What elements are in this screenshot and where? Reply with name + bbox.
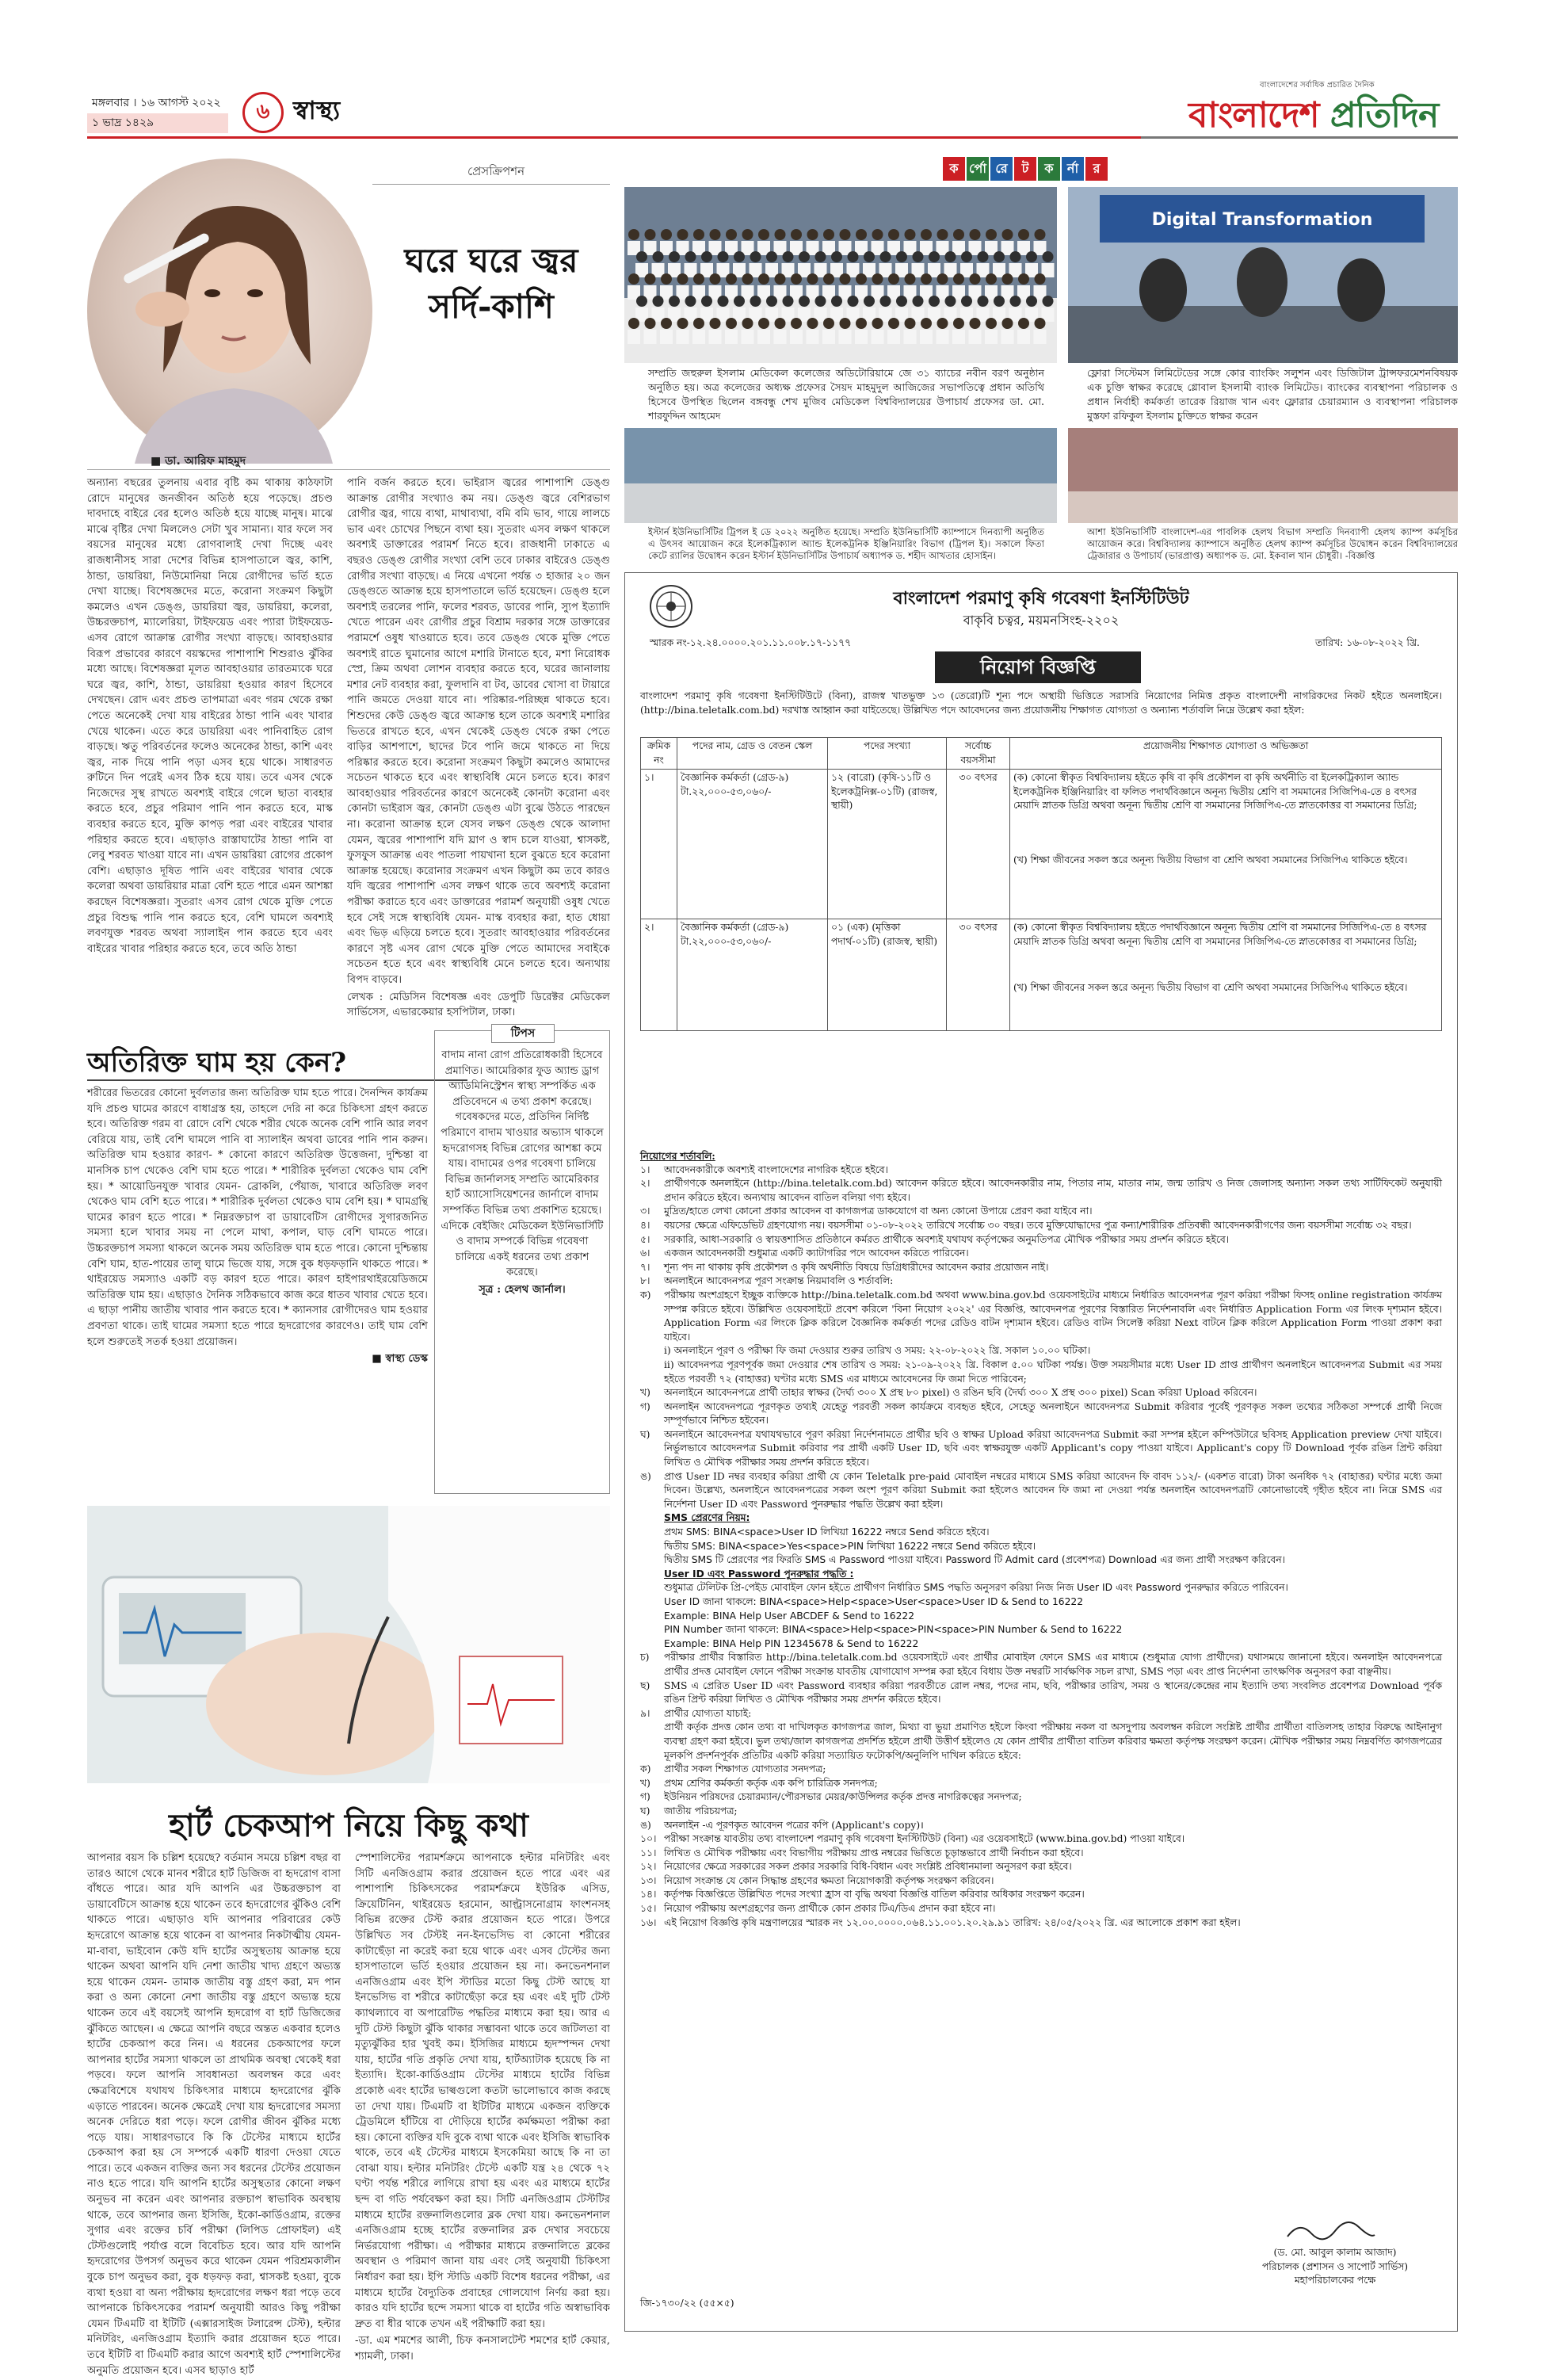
signer-title: পরিচালক (প্রশাসন ও সাপোর্ট সার্ভিস) <box>1261 2260 1409 2272</box>
condition-text: পরীক্ষায় অংশগ্রহণে ইচ্ছুক ব্যক্তিকে http://bina.teletalk.com.bd অথবা www.bina.gov.bd ওয়েবসাইটের মাধ্যমে নির্ধারিত আবেদনপত্র পূরণ করিয়া পরীক্ষা ফিসহ online registration কার্যক্রম সম্পন্ন করিতে হইবে। উল্লিখিত ওয়েবসাইটে প্রবেশ করিলে 'বিনা নিয়োগ ২০২২' এর বিজ্ঞপ্তি, আবেদনপত্র পূরণের বিস্তারিত নির্দেশনাবলি এবং নির্ধারিত Application Form এর লিংক দৃশ্যমান হইবে। Application Form এর লিংকে ক্লিক করিলে বৈজ্ঞানিক কর্মকর্তা পদের রেডিও বাটন দৃশ্যমান হইবে। রেডিও বাটন সিলেক্ট করিয়া Next বাটনে ক্লিক করিলে Application Form পাওয়া প্রকাশ করা যাইবে। <box>664 1289 1442 1343</box>
col-post: পদের নাম, গ্রেড ও বেতন স্কেল <box>677 738 828 770</box>
corporate-title-letter: ট <box>1014 157 1036 181</box>
sweat-headline: অতিরিক্ত ঘাম হয় কেন? <box>87 1047 347 1079</box>
condition-text: অনলাইনে আবেদনপত্র পূরণ সংক্রান্ত নিয়মাবলি ও শর্তাবলি: <box>664 1275 894 1287</box>
masthead-rule-right <box>1141 136 1458 139</box>
condition-item <box>640 1847 1442 1861</box>
corp-photo-1 <box>624 187 1057 363</box>
day-date: মঙ্গলবার । ১৬ আগস্ট ২০২২ <box>92 97 221 109</box>
corporate-title-letter: র্না <box>1062 157 1084 181</box>
condition-item <box>640 1819 1442 1833</box>
condition-number: ১৫। <box>640 1903 657 1915</box>
condition-text: প্রার্থীর যোগ্যতা যাচাই: <box>664 1707 752 1719</box>
condition-item <box>640 1274 1442 1289</box>
condition-item <box>640 1888 1442 1902</box>
condition-text: সরকারি, আধা-সরকারি ও স্বায়ত্তশাসিত প্রতিষ্ঠানে কর্মরত প্রার্থীকে অবশ্যই যথাযথ কর্তৃপক্ষের অনুমতিপত্র মৌখিক পরীক্ষার সময় প্রদর্শন করিতে হইবে। <box>664 1233 1230 1245</box>
condition-number: ১২। <box>640 1861 657 1873</box>
corp-caption-4 <box>1087 526 1458 562</box>
corp-caption-4-credit: -বিজ্ঞপ্তি <box>1345 550 1375 561</box>
condition-item <box>640 1261 1442 1275</box>
condition-item <box>640 1916 1442 1931</box>
condition-text: শূন্য পদ না থাকায় কৃষি প্রকৌশল ও কৃষি অর্থনীতি বিষয়ে ডিগ্রিধারীদের আবেদন করার প্রয়োজন নাই। <box>664 1261 1049 1273</box>
ad-code: জি-১৭৩০/২২ (৫৫×৫) <box>640 2298 734 2309</box>
corporate-title-letter: রে <box>990 157 1013 181</box>
signing-photo-icon <box>1068 187 1458 363</box>
notice-intro: বাংলাদেশ পরমাণু কৃষি গবেষণা ইনস্টিটিউটে (বিনা), রাজস্ব খাতভুক্ত ১৩ (তেরো)টি শূন্য পদে অস্থায়ী ভিত্তিতে সরাসরি নিয়োগের নিমিত্ত প্রকৃত বাংলাদেশী নাগরিকদের নিকট হইতে অনলাইনে। (http://bina.teletalk.com.bd) দরখাস্ত আহ্বান করা যাইতেছে। উল্লিখিত পদে আবেদনের জন্য প্রয়োজনীয় শিক্ষাগত যোগ্যতা ও অন্যান্য শর্তাবলি নিম্নে উল্লেখ করা হইল: <box>640 690 1442 716</box>
signer-name: (ড. মো. আবুল কালাম আজাদ) <box>1273 2247 1397 2258</box>
heart-col-1 <box>87 1851 341 2380</box>
sweat-body <box>87 1086 428 1369</box>
condition-number: ১৬। <box>640 1916 657 1928</box>
condition-text: মুদ্রিত/হাতে লেখা কোনো প্রকার আবেদন বা কাগজপত্র ডাকযোগে বা অন্য কোনো উপায়ে প্রেরণ করা যাইবে না। <box>664 1205 1093 1217</box>
condition-number: ঘ) <box>640 1428 650 1440</box>
condition-item <box>640 1177 1442 1205</box>
col-sl: ক্রমিক নং <box>641 738 677 770</box>
condition-number: ঙ) <box>640 1819 651 1831</box>
condition-number: ঙ) <box>640 1470 651 1482</box>
condition-item <box>640 1400 1442 1428</box>
condition-text: ইউনিয়ন পরিষদের চেয়ারম্যান/পৌরসভার মেয়র/কাউন্সিলর কর্তৃক প্রদত্ত নাগরিকত্বের সনদপত্র; <box>664 1791 1022 1803</box>
condition-item <box>640 1289 1442 1344</box>
condition-item <box>640 1679 1442 1707</box>
condition-item <box>640 1874 1442 1889</box>
col-qual: প্রয়োজনীয় শিক্ষাগত যোগ্যতা ও অভিজ্ঞতা <box>1010 738 1442 770</box>
corp-photo-4 <box>1068 428 1458 523</box>
condition-text: অনলাইনে আবেদনপত্রে প্রার্থী তাহার স্বাক্ষর (দৈর্ঘ্য ৩০০ X প্রস্থ ৮০ pixel) ও রঙিন ছবি (দৈর্ঘ্য ৩০০ X প্রস্থ ৩০০ pixel) Scan করিয়া Upload করিবেন। <box>664 1387 1257 1399</box>
instruction-line: শুধুমাত্র টেলিটক প্রি-পেইড মোবাইল ফোন হইতে প্রার্থীগণ নির্ধারিত SMS পদ্ধতি অনুসরণ করিয়া নিজ নিজ User ID এবং Password পুনরুদ্ধার করিতে পারিবেন। <box>664 1582 1288 1594</box>
feature-col-1 <box>87 476 333 958</box>
condition-number: ছ) <box>640 1679 650 1691</box>
condition-number: ৭। <box>640 1261 650 1273</box>
condition-text: বয়সের ক্ষেত্রে এফিডেভিট গ্রহণযোগ্য নয়। বয়সসীমা ০১-০৮-২০২২ তারিখে সর্বোচ্চ ৩০ বছর। তবে মুক্তিযোদ্ধাদের পুত্র কন্যা/শারীরিক প্রতিবন্ধী আবেদনকারীগণের জন্য বয়সসীমা সর্বোচ্চ ৩২ বছর। <box>664 1219 1412 1231</box>
col-count: পদের সংখ্যা <box>828 738 947 770</box>
author-rule <box>87 469 610 470</box>
condition-number <box>640 1358 664 1386</box>
condition-text: নিয়োগের ক্ষেত্রে সরকারের সকল প্রকার সরকারি বিধি-বিধান এবং সংশ্লিষ্ট প্রবিধানমালা অনুসরণ করা হইবে। <box>664 1861 1072 1873</box>
condition-number: গ) <box>640 1791 650 1803</box>
instruction-line: প্রথম SMS: BINA<space>User ID লিখিয়া 16222 নম্বরে Send করিতে হইবে। <box>664 1526 990 1538</box>
sick-woman-photo <box>87 159 372 464</box>
condition-number: ৫। <box>640 1233 650 1245</box>
condition-text: প্রার্থীগণকে অনলাইনে (http://bina.teletalk.com.bd) আবেদন করিতে হইবে। আবেদনকারীর নাম, পিতার নাম, মাতার নাম, জন্ম তারিখ ও নিজ জেলাসহ অন্যান্য সকল তথ্য সার্টিফিকেট অনুযায়ী প্রদান করিতে হইবে। অন্যথায় আবেদন বাতিল বলিয়া গণ্য হইবে। <box>664 1178 1442 1203</box>
tips-source: সূত্র : হেলথ জার্নাল। <box>479 1283 566 1296</box>
heart-col-1-text: আপনার বয়স কি চল্লিশ হয়েছে? বর্তমান সময়ে চল্লিশ বছর বা তারও আগে থেকে মানব শরীরে হার্ট ডিজিজ বা হৃদরোগ বাসা বাঁধতে পারে। আর যদি আপনি এর উচ্চরক্তচাপ বা ডায়াবেটিসে আক্রান্ত হয়ে থাকেন তবে হৃদরোগের ঝুঁকিও বেশি থাকতে পারে। এছাড়াও যদি আপনার পরিবারের কেউ হৃদরোগে আক্রান্ত হয়ে থাকেন বা আপনার নিকটাত্মীয় যেমন- মা-বাবা, ভাইবোন কেউ যদি হার্টের অসুস্থতায় আক্রান্ত হয়ে থাকেন অথবা আপনি যদি নেশা জাতীয় খাদ্য গ্রহণে অভ্যস্ত হয়ে থাকেন যেমন- তামাক জাতীয় বস্তু গ্রহণ করা, মদ পান করা ও অন্য কোনো নেশা জাতীয় বস্তু গ্রহণে অভ্যস্ত হয়ে থাকেন তবে এই বয়সেই আপনি হৃদরোগ বা হার্ট ডিজিজের ঝুঁকিতে আছেন। এ ক্ষেত্রে আপনি বছরে অন্তত একবার হলেও হার্টের চেকআপ করে নিন। এ ধরনের চেকআপের ফলে আপনার হার্টের সমস্যা থাকলে তা প্রাথমিক অবস্থা থেকেই ধরা পড়বে। ফলে আপনি সাবধানতা অবলম্বন করে এবং ক্ষেত্রবিশেষে যথাযথ চিকিৎসার মাধ্যমে হৃদরোগের ঝুঁকি এড়াতে পারবেন। অনেক ক্ষেত্রেই দেখা যায় হৃদরোগের সমস্যা অনেক দেরিতে ধরা পড়ে। ফলে রোগীর জীবন ঝুঁকির মধ্যে পড়ে যায়। সাধারণভাবে কি কি টেস্টের মাধ্যমে হার্টের চেকআপ করা হয় সে সম্পর্কে একটি ধারণা দেওয়া যেতে পারে। তবে একজন ব্যক্তির জন্য সব ধরনের টেস্টের প্রয়োজন নাও হতে পারে। যদি আপনি হার্টের অসুস্থতার কোনো লক্ষণ অনুভব না করেন এবং আপনার রক্তচাপ স্বাভাবিক অবস্থায় থাকে, তবে আপনার জন্য ইসিজি, ইকো-কার্ডিওগ্রাম, রক্তের সুগার এবং রক্তের চর্বি পরীক্ষা (লিপিড প্রোফাইল) এই টেস্টগুলোই পর্যাপ্ত বলে বিবেচিত হবে। আর যদি আপনি হৃদরোগের উপসর্গ অনুভব করে থাকেন যেমন পরিশ্রমকালীন বুকে চাপ অনুভব করা, বুক ধড়ফড় করা, শ্বাসকষ্ট হওয়া, বুকে ব্যথা হওয়া বা অন্য পরীক্ষায় হৃদরোগের লক্ষণ ধরা পড়ে তবে আপনাকে চিকিৎসকের পরামর্শ অনুযায়ী আরও কিছু পরীক্ষা যেমন টিএমটি বা ইটিটি (এক্সারসাইজ টলারেন্স টেস্ট), হল্টার মনিটরিং, এনজিওগ্রাম ইত্যাদি করার প্রয়োজন হতে পারে। তবে ইটিটি বা টিএমটি করার আগে অবশ্যই হার্ট স্পেশালিস্টের অনুমতি প্রয়োজন হবে। এসব ছাড়াও হার্ট <box>87 1852 341 2377</box>
heart-headline: হার্ট চেকআপ নিয়ে কিছু কথা <box>169 1807 528 1844</box>
corp-caption-2: ফ্লোরা সিস্টেমস লিমিটেডের সঙ্গে কোর ব্যাংকিং সলুশন এবং ডিজিটাল ট্রান্সফরমেশনবিষয়ক এক চুক্তি স্বাক্ষর করেছে গ্লোবাল ইসলামী ব্যাংক লিমিটেড। ব্যাংকের ব্যবস্থাপনা পরিচালক ও প্রধান নির্বাহী কর্মকর্তা তারেক রিয়াজ খান এবং ফ্লোরার চেয়ারম্যান ও ব্যবস্থাপনা পরিচালক মুস্তফা রফিকুল ইসলাম চুক্তিতে স্বাক্ষর করেন <box>1087 367 1458 422</box>
condition-text: অনলাইন আবেদনপত্রে পূরণকৃত তথ্যই যেহেতু পরবর্তী সকল কার্যক্রমে ব্যবহৃত হইবে, সেহেতু অনলাইনে আবেদনপত্র Submit করিবার পূর্বেই পূরণকৃত সকল তথ্যের সঠিকতা সম্পর্কে প্রার্থী নিজে সম্পূর্ণভাবে নিশ্চিত হইবেন। <box>664 1400 1442 1427</box>
row-post: বৈজ্ঞানিক কর্মকর্তা (গ্রেড-৯) টা.২২,০০০-৫৩,০৬০/- <box>677 770 828 919</box>
row-qual-kha: (খ) শিক্ষা জীবনের সকল স্তরে অনূন্য দ্বিতীয় বিভাগ বা শ্রেণি অথবা সমমানের সিজিপিএ থাকিতে হইবে। <box>1013 982 1408 994</box>
row-age: ৩০ বৎসর <box>947 919 1010 1031</box>
sick-woman-illustration <box>87 159 372 464</box>
instruction-line: Example: BINA Help User ABCDEF & Send to 16222 <box>664 1610 915 1622</box>
logo-part-2: প্রতিদিন <box>1329 95 1439 136</box>
condition-text: প্রার্থী কর্তৃক প্রদত্ত কোন তথ্য বা দাখিলকৃত কাগজপত্র জাল, মিথ্যা বা ভুয়া প্রমাণিত হইলে কিংবা পরীক্ষায় নকল বা অসদুপায় অবলম্বন করিলে সংশ্লিষ্ট প্রার্থীর প্রার্থীতা বাতিলসহ তাহার বিরুদ্ধে আইনানুগ ব্যবস্থা গ্রহণ করা হইবে। ভুল তথ্য/জাল কাগজপত্র প্রদর্শিত হইলে প্রার্থী উত্তীর্ণ হইলেও যে কোন প্রার্থীর প্রার্থীতা বাতিল করিবার ক্ষমতা কর্তৃপক্ষ সংরক্ষণ করেন। মৌখিক পরীক্ষার সময় নিম্নবর্ণিত কাগজপত্রের মূলকপি প্রদর্শনপূর্বক প্রতিটির একটি করিয়া সত্যায়িত ফটোকপি/অনুলিপি দাখিল করিতে হইবে: <box>664 1721 1442 1761</box>
condition-number: ৪। <box>640 1219 650 1231</box>
condition-text: নিয়োগ সংক্রান্ত যে কোন সিদ্ধান্ত গ্রহণের ক্ষমতা নিয়োগকারী কর্তৃপক্ষ সংরক্ষণ করিবেন। <box>664 1874 994 1886</box>
condition-text: SMS এ প্রেরিত User ID এবং Password ব্যবহার করিয়া পরবর্তীতে রোল নম্বর, পদের নাম, ছবি, পরীক্ষার তারিখ, সময় ও স্থানের/কেন্দ্রের নাম ইত্যাদি তথ্য সংবলিত প্রবেশপত্র Download পূর্বক রঙিন প্রিন্ট করিয়া লিখিত ও মৌখিক পরীক্ষার সময় প্রদর্শন করিতে হইবে। <box>664 1679 1442 1706</box>
row-sl: ২। <box>641 919 677 1031</box>
row-qual-ka: (ক) কোনো স্বীকৃত বিশ্ববিদ্যালয় হইতে পদার্থবিজ্ঞানে অনূন্য দ্বিতীয় শ্রেণি বা সমমানের সিজিপিএ-তে ৪ বৎসর মেয়াদি স্নাতক ডিগ্রি অথবা অনূন্য দ্বিতীয় শ্রেণি বা সমমানের সিজিপিএ-তে স্নাতকোত্তর বা সমমানের ডিগ্রি; <box>1013 922 1427 947</box>
condition-text: পরীক্ষার প্রার্থীর বিস্তারিত http://bina.teletalk.com.bd ওয়েবসাইটে এবং প্রার্থীর মোবাইল ফোনে SMS এর মাধ্যমে (শুধুমাত্র যোগ্য প্রার্থীদের) যথাসময়ে জানানো হইবে। অনলাইন আবেদনপত্রে প্রার্থীর প্রদত্ত মোবাইল ফোনে পরীক্ষা সংক্রান্ত যাবতীয় যোগাযোগ সম্পন্ন করা হইবে বিধায় উক্ত নম্বরটি সার্বক্ষণিক সচল রাখা, SMS পড়া এবং প্রাপ্ত নির্দেশনা তাৎক্ষণিক অনুসরণ করা বাঞ্ছনীয়। <box>664 1652 1442 1677</box>
condition-number: ১। <box>640 1163 650 1175</box>
condition-text: কর্তৃপক্ষ বিজ্ঞপ্তিতে উল্লিখিত পদের সংখ্যা হ্রাস বা বৃদ্ধি অথবা বিজ্ঞপ্তি বাতিল করিবার অধিকার সংরক্ষণ করেন। <box>664 1889 1085 1901</box>
group-photo-icon <box>624 187 1057 363</box>
col-age: সর্বোচ্চ বয়সসীমা <box>947 738 1010 770</box>
instruction-line: দ্বিতীয় SMS টি প্রেরণের পর ফিরতি SMS এ Password পাওয়া যাইবে। Password টি Admit card (প্রবেশপত্র) Download এর জন্য প্রার্থী সংরক্ষণ করিবেন। <box>664 1554 1285 1566</box>
condition-number <box>640 1721 664 1763</box>
corporate-title-letter: র <box>1085 157 1108 181</box>
condition-text: অনলাইনে আবেদনপত্র যথাযথভাবে পূরণ করিয়া নির্দেশনামতে প্রার্থীর ছবি ও স্বাক্ষর Upload করিয়া আবেদনপত্র Submit করা সম্পন্ন হইলে কম্পিউটারে ছবিসহ Application preview দেখা যাইবে। নির্ভুলভাবে আবেদনপত্র Submit করিবার পর প্রার্থী একটি User ID, ছবি এবং স্বাক্ষরযুক্ত একটি Applicant's copy পাওয়া যাইবে। Applicant's copy টি Download পূর্বক রঙিন প্রিন্ট করিয়া লিখিত ও মৌখিক পরীক্ষার সময় প্রদর্শন করিতে হইবে। <box>664 1428 1442 1469</box>
condition-item <box>640 1777 1442 1791</box>
recover-list <box>664 1581 1442 1651</box>
corp-caption-4-text: আশা ইউনিভার্সিটি বাংলাদেশ-এর পাবলিক হেলথ বিভাগ সম্প্রতি দিনব্যাপী হেলথ ক্যাম্প কর্মসূচির আয়োজন করে। বিশ্ববিদ্যালয় ক্যাম্পাসে অনুষ্ঠিত হেলথ ক্যাম্প কর্মসূচির উদ্বোধন করেন বিশ্ববিদ্যালয়ের ট্রেজারার ও উপাচার্য (ভারপ্রাপ্ত) অধ্যাপক ড. মো. ইকবাল খান চৌধুরী। <box>1087 526 1458 561</box>
notice-date: তারিখ: ১৬-০৮-২০২২ খ্রি. <box>1315 637 1420 648</box>
condition-text: নিয়োগ পরীক্ষায় অংশগ্রহণের জন্য প্রার্থীকে কোন প্রকার টিএ/ডিএ প্রদান করা হইবে না। <box>664 1903 996 1915</box>
bangla-date: ১ ভাদ্র ১৪২৯ <box>87 113 228 133</box>
date-box <box>87 94 228 133</box>
masthead-rule <box>87 136 1141 139</box>
notice-title-box <box>935 651 1141 683</box>
corporate-title-letter: ক <box>943 157 965 181</box>
conditions-list <box>640 1163 1442 1512</box>
condition-item <box>640 1428 1442 1470</box>
condition-item <box>640 1790 1442 1805</box>
conditions-title: নিয়োগের শর্তাবলি: <box>640 1150 715 1162</box>
feature-label: প্রেসক্রিপশন <box>467 164 525 178</box>
notice-memo: স্মারক নং-১২.২৪.০০০০.২০১.১১.০০৮.১৭-১১৭৭ <box>650 637 852 648</box>
feature-col-2-text: পানি বর্জন করতে হবে। ভাইরাস জ্বরের পাশাপাশি ডেঙ্গু আক্রান্ত রোগীর সংখ্যাও কম নয়। ডেঙ্গু জ্বরে বেশিরভাগ রোগীর জ্বর, গায়ে ব্যথা, মাথাব্যথা, বমি বমি ভাব, গায়ে লালচে ভাব এবং চোখের পিছনে ব্যথা হয়। সুতরাং এসব লক্ষণ থাকলে অবশ্যই ডাক্তারের পরামর্শ নিতে হবে। রাজধানী ঢাকাতে এ বছরও ডেঙ্গু রোগীর সংখ্যা বেশি তবে ঢাকার বাইরেও ডেঙ্গু রোগীর সংখ্যা বাড়ছে। এ নিয়ে এখনো পর্যন্ত ৩ হাজার ২০ জন ডেঙ্গুতে আক্রান্ত হয়ে হাসপাতালে ভর্তি হয়েছেন। ডেঙ্গু হলে অবশ্যই তরলের পানি, ফলের শরবত, ডাবের পানি, স্যুপ ইত্যাদি খেতে পারেন এবং রোগীর প্রচুর বিশ্রাম দরকার সঙ্গে ডাক্তারের পরামর্শে ওষুধ খাওয়াতে হবে। তবে ডেঙ্গু থেকে মুক্তি পেতে অবশ্যই রাতে ঘুমানোর আগে মশারি টানাতে হবে, মশা নিরোধক স্প্রে, ক্রিম অথবা লোশন ব্যবহার করতে হবে, ঘরের জানালায় মশার নেট ব্যবহার করা, ফুলদানি বা টব, ডাবের খোসা বা টায়ারে পানি জমতে দেওয়া যাবে না। পরিষ্কার-পরিচ্ছন্ন থাকতে হবে। শিশুদের কেউ ডেঙ্গু জ্বরে আক্রান্ত হলে তাকে অবশ্যই মশারির ভিতরে রাখতে হবে, এখন থেকেই ডেঙ্গু থেকে রক্ষা পেতে বাড়ির আশপাশে, ছাদের টবে পানি জমে থাকতে না দিয়ে পরিষ্কার করতে হবে। করোনা সংক্রমণ কিছুটা কমলেও আমাদের সচেতন থাকতে হবে এবং স্বাস্থ্যবিধি মেনে চলতে হবে। কারণ আবহাওয়ার পরিবর্তনের কারণে অনেকেই কোনটা করোনা এবং কোনটা ভাইরাস জ্বর, কোনটা ডেঙ্গু এটা বুঝে উঠতে পারছেন না। করোনা আক্রান্ত হলে যেসব লক্ষণ ডেঙ্গু থেকে আলাদা যেমন, জ্বরের পাশাপাশি যদি ঘ্রাণ ও স্বাদ চলে যাওয়া, শ্বাসকষ্ট, ফুসফুস আক্রান্ত এবং পাতলা পায়খানা হলে বুঝতে হবে করোনা আক্রান্ত হয়েছে। করোনার সংক্রমণ এখন কিছুটা কম তবে কারও যদি জ্বরের পাশাপাশি এসব লক্ষণ থাকে তবে অবশ্যই করোনা পরীক্ষা করাতে হবে এবং ডাক্তারের পরামর্শ অনুযায়ী ওষুধ খেতে হবে সেই সঙ্গে স্বাস্থ্যবিধি যেমন- মাস্ক ব্যবহার করা, হাত ধোয়া এবং ভিড় এড়িয়ে চলতে হবে। সুতরাং আবহাওয়ার পরিবর্তনের কারণে সৃষ্ট এসব রোগ থেকে মুক্তি পেতে আমাদের সবাইকে সচেতন হতে হবে এবং স্বাস্থ্যবিধি মেনে চলতে হবে। অন্যথায় বিপদ বাড়বে। <box>347 477 610 986</box>
table-row <box>641 919 1442 1031</box>
condition-item <box>640 1651 1442 1679</box>
condition-text: ii) আবেদনপত্র পূরণপূর্বক জমা দেওয়ার শেষ তারিখ ও সময়: ২১-০৯-২০২২ খ্রি. বিকাল ৫.০০ ঘটিকা পর্যন্ত। উক্ত সময়সীমার মধ্যে User ID প্রাপ্ত প্রার্থীগণ অনলাইনে আবেদনপত্র Submit এর সময় হইতে পরবর্তী ৭২ (বাহাত্তর) ঘণ্টার মধ্যে SMS এর মাধ্যমে আবেদনের ফি জমা দিতে পারিবেন; <box>664 1358 1442 1385</box>
condition-item <box>640 1805 1442 1819</box>
row-qual-ka: (ক) কোনো স্বীকৃত বিশ্ববিদ্যালয় হইতে কৃষি বা কৃষি প্রকৌশল বা কৃষি অর্থনীতি বা ইলেকট্রিক্যাল অ্যান্ড ইলেকট্রনিক ইঞ্জিনিয়ারিং বা ফলিত পদার্থবিজ্ঞানে অনূন্য দ্বিতীয় শ্রেণি বা সমমানের সিজিপিএ-তে ৪ বৎসর মেয়াদি স্নাতক ডিগ্রি অথবা অনূন্য দ্বিতীয় শ্রেণি বা সমমানের সিজিপিএ-তে স্নাতকোত্তর বা সমমানের ডিগ্রি; <box>1013 772 1417 812</box>
condition-item <box>640 1358 1442 1386</box>
condition-number: ২। <box>640 1178 650 1190</box>
heart-checkup-illustration <box>87 1506 610 1783</box>
condition-text: পরীক্ষা সংক্রান্ত যাবতীয় তথ্য বাংলাদেশ পরমাণু কৃষি গবেষণা ইনস্টিটিউট (বিনা) এর ওয়েবসাইটে (www.bina.gov.bd) পাওয়া যাইবে। <box>664 1833 1185 1845</box>
heart-col-2-text: স্পেশালিস্টের পরামর্শক্রমে আপনাকে হল্টার মনিটরিং এবং সিটি এনজিওগ্রাম করার প্রয়োজন হতে পারে এবং এর পাশাপাশি চিকিৎসকের পরামর্শক্রমে ইউরিক এসিড, ক্রিয়েটিনিন, থাইরয়েড হরমোন, আল্ট্রাসনোগ্রাম ফাংশনসহ বিভিন্ন রক্তের টেস্ট করার প্রয়োজন হতে পারে। উপরে উল্লিখিত সব টেস্টই নন-ইনভেসিভ বা কোনো শরীরের কাটাছেঁড়া না করেই করা হয়ে থাকে এবং এসব টেস্টের জন্য হাসপাতালে ভর্তি হওয়ার প্রয়োজন হয় না। কনভেনশনাল এনজিওগ্রাম এবং ইপি স্টাডির মতো কিছু টেস্ট আছে যা ইনভেসিভ বা শরীরে কাটাছেঁড়া করে হয় এবং এই দুটি টেস্ট ক্যাথল্যাবে বা অপারেটিভ পদ্ধতির মাধ্যমে করা হয়। আর এ দুটি টেস্ট কিছুটা ঝুঁকি থাকার সম্ভাবনা থাকে তবে জটিলতা বা মৃত্যুঝুঁকির হার খুবই কম। ইসিজির মাধ্যমে হৃদস্পন্দন দেখা যায়, হার্টের গতি প্রকৃতি দেখা যায়, হার্টঅ্যাটাক হয়েছে কি না ইত্যাদি। ইকো-কার্ডিওগ্রাম টেস্টের মাধ্যমে হার্টের বিভিন্ন প্রকোষ্ঠ এবং হার্টের ভাল্বগুলো কতটা ভালোভাবে কাজ করছে তা দেখা যায়। টিএমটি বা ইটিটির মাধ্যমে একজন ব্যক্তিকে ট্রেডমিলে হাঁটিয়ে বা দৌড়িয়ে হার্টের কর্মক্ষমতা পরীক্ষা করা হয়। কোনো ব্যক্তির যদি বুকে ব্যথা থাকে এবং ইসিজি স্বাভাবিক থাকে, তবে এই টেস্টের মাধ্যমে ইসকেমিয়া আছে কি না তা বোঝা যায়। হল্টার মনিটরিং টেস্টে একটি যন্ত্র ২৪ থেকে ৭২ ঘণ্টা পর্যন্ত শরীরে লাগিয়ে রাখা হয় এবং এর মাধ্যমে হার্টের ছন্দ বা গতি পর্যবেক্ষণ করা হয়। সিটি এনজিওগ্রাম টেস্টটির মাধ্যমে হার্টের রক্তনালিগুলোর ব্লক দেখা যায়। কনভেনশনাল এনজিওগ্রাম হচ্ছে হার্টের রক্তনালির ব্লক দেখার সবচেয়ে নির্ভরযোগ্য পরীক্ষা। এ পরীক্ষার মাধ্যমে রক্তনালিতে ব্লকের অবস্থান ও পরিমাণ জানা যায় এবং সেই অনুযায়ী চিকিৎসা নির্ধারণ করা হয়। ইপি স্টাডি একটি বিশেষ ধরনের পরীক্ষা, এর মাধ্যমে হার্টের বৈদ্যুতিক প্রবাহের গোলযোগ নির্ণয় করা হয়। কারও যদি হার্টের ছন্দে সমস্যা থাকে বা হার্টের গতি অস্বাভাবিক দ্রুত বা ধীর থাকে তখন এই পরীক্ষাটি করা হয়। <box>355 1852 610 2330</box>
requirements-table <box>640 737 1442 1031</box>
condition-number: ১১। <box>640 1847 657 1859</box>
row-age: ৩০ বৎসর <box>947 770 1010 919</box>
logo-tagline: বাংলাদেশের সর্বাধিক প্রচারিত দৈনিক <box>1260 81 1375 90</box>
condition-item <box>640 1344 1442 1358</box>
condition-text: আবেদনকারীকে অবশ্যই বাংলাদেশের নাগরিক হইতে হইবে। <box>664 1163 888 1175</box>
tips-body <box>441 1048 604 1300</box>
logo-part-1: বাংলাদেশ <box>1188 95 1330 136</box>
condition-text: i) অনলাইনে পূরণ ও পরীক্ষা ফি জমা দেওয়ার শুরুর তারিখ ও সময়: ২২-০৮-২০২২ খ্রি. সকাল ১০.০০ ঘটিকা। <box>664 1345 1091 1357</box>
row-sl: ১। <box>641 770 677 919</box>
conditions-list-2 <box>640 1651 1442 1930</box>
condition-number: ৩। <box>640 1205 650 1217</box>
condition-item <box>640 1763 1442 1777</box>
signature-icon <box>1284 2219 1379 2243</box>
notice-org: বাংলাদেশ পরমাণু কৃষি গবেষণা ইনস্টিটিউট <box>893 588 1189 609</box>
feature-author: ■ ডা. আরিফ মাহমুদ <box>151 455 246 468</box>
condition-item <box>640 1163 1442 1178</box>
condition-text: প্রার্থীর সকল শিক্ষাগত যোগ্যতার সনদপত্র; <box>664 1763 826 1775</box>
sms-block <box>640 1511 1442 1651</box>
condition-number: ১০। <box>640 1833 657 1845</box>
feature-headline <box>372 238 610 330</box>
condition-number: ক) <box>640 1763 651 1775</box>
condition-text: লিখিত ও মৌখিক পরীক্ষায় এবং বিভাগীয় পরীক্ষায় প্রাপ্ত নম্বরের ভিত্তিতে চূড়ান্তভাবে প্রার্থী নির্বাচন করা হইবে। <box>664 1847 1084 1859</box>
sms-list <box>664 1526 1442 1568</box>
feature-col-2-author: লেখক : মেডিসিন বিশেষজ্ঞ এবং ডেপুটি ডিরেক্টর মেডিকেল সার্ভিসেস, এভারকেয়ার হসপিটাল, ঢাকা। <box>347 991 610 1019</box>
instruction-line: Example: BINA Help PIN 12345678 & Send to 16222 <box>664 1637 919 1649</box>
sweat-text: শরীরের ভিতরের কোনো দুর্বলতার জন্য অতিরিক্ত ঘাম হতে পারে। দৈনন্দিন কার্যক্রম যদি প্রচণ্ড ঘামের কারণে বাধাগ্রস্ত হয়, তাহলে দেরি না করে চিকিৎসা গ্রহণ করতে হবে। অতিরিক্ত গরম বা রোদে বেশি থেকে শরীর থেকে অনেক বেশি পানি আর লবণ বেরিয়ে যায়, তাই বেশি ঘামলে পানি বা স্যালাইন অথবা ডাবের পানি পান করুন। অতিরিক্ত ঘাম হওয়ার কারণ- * কোনো কারণে অতিরিক্ত উত্তেজনা, দুশ্চিন্তা বা মানসিক চাপ থেকেও বেশি ঘাম হতে পারে। * শারীরিক দুর্বলতা থেকেও ঘাম বেশি হয়। * আয়োডিনযুক্ত খাবার যেমন- ব্রোকলি, পেঁয়াজ, খাবারে অতিরিক্ত লবণ থেকেও ঘাম বেশি হতে পারে। * শারীরিক দুর্বলতা থেকেও ঘাম বেশি হয়। * ঘামগ্রন্থি ঘামের কারণ হতে পারে। * নিম্নরক্তচাপ বা ডায়াবেটিস রোগীদের সুগারজনিত সমস্যা হলে খাবার সময় না পেলে মাথা, কপাল, ঘাড় বেশি ঘামতে পারে। উচ্চরক্তচাপ সমস্যা থাকলে অনেক সময় অতিরিক্ত ঘাম হতে পারে। কোনো দুশ্চিন্তায় বেশি ঘাম, হাত-পায়ের তালু ঘামে ভিজে যায়, সঙ্গে বুক ধড়ফড়ানি থাকতে পারে। * থাইরয়েড সমস্যাও একটি বড় কারণ হতে পারে। কারণ হাইপারথাইরয়েডিজমে অতিরিক্ত ঘাম হয়। এছাড়াও দৈনিক সঠিকভাবে কাজ করে ধাতব খাবার খেতে হবে। এ ছাড়া পানীয় জাতীয় খাবার পান করতে হবে। * ক্যানসার রোগীদেরও ঘাম হওয়ার প্রবণতা থাকে। তাই ঘামের সমস্যা হতে পারে হৃদরোগের কারণেও। তাই ঘাম বেশি হলে শুরুতেই সতর্ক হওয়া প্রয়োজন। <box>87 1087 428 1348</box>
headline-line-1: ঘরে ঘরে জ্বর <box>404 241 578 280</box>
signer-for: মহাপরিচালকের পক্ষে <box>1294 2275 1376 2286</box>
condition-item <box>640 1860 1442 1874</box>
sweat-credit: ■ স্বাস্থ্য ডেস্ক <box>372 1353 428 1366</box>
feature-col-1-text: অন্যান্য বছরের তুলনায় এবার বৃষ্টি কম থাকায় কাঠফাটা রোদে মানুষের জনজীবন অতিষ্ঠ হয়ে পড়েছে। প্রচণ্ড দাবদাহে বাইরে বের হলেও অতিষ্ঠ হয়ে যাচ্ছে মানুষ। মাঝে মাঝে বৃষ্টির দেখা মিললেও সেটা খুব সামান্য। যার ফলে সব বয়সের মানুষের মধ্যে রোগবালাই দেখা দিচ্ছে এবং রাজধানীসহ সারা দেশের বিভিন্ন হাসপাতালে জ্বর, কাশি, ঠান্ডা, ডায়রিয়া, নিউমোনিয়া নিয়ে রোগীদের ভর্তি হতে দেখা যাচ্ছে। বিশেষজ্ঞদের মতে, করোনা সংক্রমণ কিছুটা কমলেও এখন ডেঙ্গু, ডায়রিয়া জ্বর, ডায়রিয়া, কলেরা, উচ্চরক্তচাপ, ম্যালেরিয়া, টাইফয়েড এবং প্যারা টাইফয়েড-এসব রোগে আক্রান্ত রোগীর সংখ্যা বাড়ছে। আবহাওয়ার বিরূপ প্রভাবের কারণে বয়স্কদের পাশাপাশি শিশুরাও ঝুঁকির মধ্যে আছে। বিশেষজ্ঞরা মূলত আবহাওয়ার তারতম্যকে ঘরে ঘরে জ্বর, কাশি, ঠান্ডা, ডায়রিয়া হওয়ার কারণ হিসেবে দেখছেন। রোদ এবং প্রচণ্ড তাপমাত্রা এবং গরম থেকে রক্ষা পেতে অনেকেই দেখা যায় বাইরের ঠান্ডা পানি এবং খাবার খেয়ে থাকেন। এতে করে ডায়রিয়া এবং পানিবাহিত রোগ বাড়ছে। ঋতু পরিবর্তনের ফলেও অনেকের ঠান্ডা, কাশি এবং জ্বর, নাক দিয়ে পানি পড়া এসব হয়ে থাকে। সাধারণত রুটিনে দিন পরেই এসব ঠিক হয়ে যায়। তবে এসব থেকে নিজেদের সুস্থ রাখতে অবশ্যই বাইরে গেলে ছাতা ব্যবহার করতে হবে, প্রচুর পরিমাণ পানি পান করতে হবে, মাস্ক ব্যবহার করতে হবে, মুক্তি কাপড় পরা এবং বাইরের খাবার পরিহার করতে হবে। এছাড়াও রাস্তাঘাটের ঠান্ডা পানি বা লেবু শরবত খাওয়া যাবে না। এখন ডায়রিয়া রোগের প্রকোপ বেশি। এছাড়াও দূষিত পানি এবং বাইরের খাবার থেকে কলেরা অথবা ডায়রিয়ার মাত্রা বেশি হতে পারে এমন আশঙ্কা করছেন বিশেষজ্ঞরা। সুতরাং এসব রোগ থেকে মুক্তি পেতে প্রচুর বিশুদ্ধ পানি পান করতে হবে, বেশি ঘামলে অবশ্যই লবণযুক্ত শরবত অথবা স্যালাইন পান করতে হবে এবং বাইরের খাবার পরিহার করতে হবে, তবে অতি ঠান্ডা <box>87 477 333 955</box>
condition-text: প্রথম শ্রেণির কর্মকর্তা কর্তৃক এক কপি চারিত্রিক সনদপত্র; <box>664 1777 878 1789</box>
page-number: ৬ <box>242 92 284 133</box>
condition-number: ৮। <box>640 1275 650 1287</box>
corp-banner-text: Digital Transformation <box>1151 210 1373 230</box>
table-row <box>641 770 1442 919</box>
condition-item <box>640 1707 1442 1721</box>
condition-text: এই নিয়োগ বিজ্ঞপ্তি কৃষি মন্ত্রণালয়ের স্মারক নং ১২.০০.০০০০.০৬৪.১১.০০১.২০.২৯.৯১ তারিখ: ২৪/০৫/২০২২ খ্রি. এর আলোকে প্রকাশ করা হইল। <box>664 1916 1241 1928</box>
row-qual <box>1010 770 1442 919</box>
university-photo-icon <box>624 428 1057 523</box>
signer-block <box>1220 2246 1450 2288</box>
condition-number <box>640 1344 664 1358</box>
condition-number: খ) <box>640 1387 650 1399</box>
health-camp-photo-icon <box>1068 428 1458 523</box>
heart-author: -ডা. এম শমশের আলী, চিফ কনসালটেন্ট শমশের হার্ট কেয়ার, শ্যামলী, ঢাকা। <box>355 2335 610 2363</box>
condition-text: প্রাপ্ত User ID নম্বর ব্যবহার করিয়া প্রার্থী যে কোন Teletalk pre-paid মোবাইল নম্বরের মাধ্যমে SMS করিয়া আবেদন ফি বাবদ ১১২/- (একশত বারো) টাকা অনধিক ৭২ (বাহাত্তর) ঘণ্টার মধ্যে জমা দিবেন। উল্লেখ্য, অনলাইনে আবেদনপত্রের সকল অংশ পূরণ করিয়া Submit করা হইলেও আবেদন ফি জমা না দেওয়া পর্যন্ত অনলাইন আবেদনপত্রটি কোনোভাবেই গৃহীত হইবে না। নিম্নে SMS এর নির্দেশনা User ID এবং Password পুনরুদ্ধার পদ্ধতি উল্লেখ করা হইল। <box>664 1470 1442 1510</box>
row-count: ০১ (এক) (মৃত্তিকা পদার্থ-০১টি) (রাজস্ব, স্থায়ী) <box>828 919 947 1031</box>
condition-number: ১৪। <box>640 1889 657 1901</box>
condition-item <box>640 1832 1442 1847</box>
condition-number: ১৩। <box>640 1874 657 1886</box>
condition-number: গ) <box>640 1400 650 1412</box>
headline-line-2: সর্দি-কাশি <box>429 287 554 326</box>
corporate-corner-title <box>943 157 1108 181</box>
instruction-line: দ্বিতীয় SMS: BINA<space>Yes<space>PIN লিখিয়া 16222 নম্বরে Send করিতে হইবে। <box>664 1540 1036 1552</box>
condition-item <box>640 1902 1442 1916</box>
condition-number: ৯। <box>640 1707 650 1719</box>
corporate-title-letter: র্পো <box>967 157 989 181</box>
feature-col-2 <box>347 476 610 1022</box>
condition-number: চ) <box>640 1652 650 1664</box>
conditions-block <box>640 1149 1442 1930</box>
condition-text: অনলাইন -এ পূরণকৃত আবেদন পত্রের কপি (Applicant's copy)। <box>664 1819 924 1831</box>
feature-label-rule <box>372 184 610 185</box>
requirements-table-wrap <box>640 737 1442 1031</box>
tips-text: বাদাম নানা রোগ প্রতিরোধকারী হিসেবে প্রমাণিত। আমেরিকার ফুড অ্যান্ড ড্রাগ অ্যাডমিনিস্ট্রেশন স্বাস্থ্য সম্পর্কিত এক প্রতিবেদনে এ তথ্য প্রকাশ করেছে। গবেষকদের মতে, প্রতিদিন নির্দিষ্ট পরিমাণে বাদাম খাওয়ার অভ্যাস থাকলে হৃদরোগসহ বিভিন্ন রোগের আশঙ্কা কমে যায়। বাদামের ওপর গবেষণা চালিয়ে বিভিন্ন জার্নালসহ সম্প্রতি আমেরিকার হার্ট অ্যাসোসিয়েশনের জার্নালে বাদাম সম্পর্কিত বিভিন্ন তথ্য প্রকাশিত হয়েছে। এদিকে বেইজিং মেডিকেল ইউনিভার্সিটি ও বাদাম সম্পর্কে বিভিন্ন গবেষণা চালিয়ে একই ধরনের তথ্য প্রকাশ করেছে। <box>441 1049 604 1279</box>
corp-caption-1: সম্প্রতি জহুরুল ইসলাম মেডিকেল কলেজের অডিটোরিয়ামে জে ৩১ ব্যাচের নবীন বরণ অনুষ্ঠান অনুষ্ঠিত হয়। অত্র কলেজের অধ্যক্ষ প্রফেসর সৈয়দ মাহমুদুল আজিজের সভাপতিত্বে প্রধান অতিথি হিসেবে উপস্থিত ছিলেন বঙ্গবন্ধু শেখ মুজিব মেডিকেল বিশ্ববিদ্যালয়ের উপাচার্য প্রফেসর ডা. মো. শারফুদ্দিন আহমেদ <box>648 367 1044 422</box>
row-qual-kha: (খ) শিক্ষা জীবনের সকল স্তরে অনূন্য দ্বিতীয় বিভাগ বা শ্রেণি অথবা সমমানের সিজিপিএ থাকিতে হইবে। <box>1013 854 1408 866</box>
row-qual <box>1010 919 1442 1031</box>
row-count: ১২ (বারো) (কৃষি-১১টি ও ইলেকট্রনিক্স-০১টি) (রাজস্ব, স্থায়ী) <box>828 770 947 919</box>
instruction-line: User ID জানা থাকলে: BINA<space>Help<space>User<space>User ID & Send to 16222 <box>664 1596 1084 1607</box>
instruction-line: PIN Number জানা থাকলে: BINA<space>Help<space>PIN<space>PIN Number & Send to 16222 <box>664 1624 1123 1636</box>
condition-number: ৬। <box>640 1247 650 1259</box>
heart-checkup-photo <box>87 1506 610 1783</box>
condition-number: ক) <box>640 1289 651 1301</box>
notice-address: বাকৃবি চত্বর, ময়মনসিংহ-২২০২ <box>963 613 1120 628</box>
heart-col-2 <box>355 1851 610 2367</box>
condition-number: খ) <box>640 1777 650 1789</box>
sweat-rule <box>87 1079 467 1081</box>
sms-title: SMS প্রেরণের নিয়ম: <box>664 1512 750 1524</box>
condition-item <box>640 1721 1442 1763</box>
corp-photo-2 <box>1068 187 1458 363</box>
condition-item <box>640 1219 1442 1233</box>
condition-item <box>640 1470 1442 1512</box>
corp-photo-3 <box>624 428 1057 523</box>
condition-item <box>640 1247 1442 1261</box>
notice-title: নিয়োগ বিজ্ঞপ্তি <box>980 655 1096 678</box>
condition-number: ঘ) <box>640 1805 650 1817</box>
corp-caption-3: ইস্টার্ন ইউনিভার্সিটির ট্রিপল ই ডে ২০২২ অনুষ্ঠিত হয়েছে। সম্প্রতি ইউনিভার্সিটি ক্যাম্পাসে দিনব্যাপী অনুষ্ঠিত এ উৎসব আয়োজন করে ইলেকট্রিক্যাল অ্যান্ড ইলেকট্রনিক ইঞ্জিনিয়ারিং বিভাগ (ট্রিপল ই)। সকালে ফিতা কেটে র‍্যালির উদ্বোধন করেন ইস্টার্ন ইউনিভার্সিটির উপাচার্য অধ্যাপক ড. শহীদ আখতার হোসাইন। <box>648 526 1044 561</box>
section-title: স্বাস্থ্য <box>293 95 341 125</box>
condition-item <box>640 1386 1442 1400</box>
condition-item <box>640 1233 1442 1247</box>
condition-text: একজন আবেদনকারী শুধুমাত্র একটি ক্যাটাগরির পদে আবেদন করিতে পারিবেন। <box>664 1247 969 1259</box>
tips-label: টিপস <box>491 1024 555 1043</box>
corporate-title-letter: ক <box>1038 157 1060 181</box>
condition-item <box>640 1205 1442 1219</box>
condition-text: জাতীয় পরিচয়পত্র; <box>664 1805 738 1817</box>
recover-title: User ID এবং Password পুনরুদ্ধার পদ্ধতি : <box>664 1568 854 1580</box>
row-post: বৈজ্ঞানিক কর্মকর্তা (গ্রেড-৯) টা.২২,০০০-৫৩,০৬০/- <box>677 919 828 1031</box>
